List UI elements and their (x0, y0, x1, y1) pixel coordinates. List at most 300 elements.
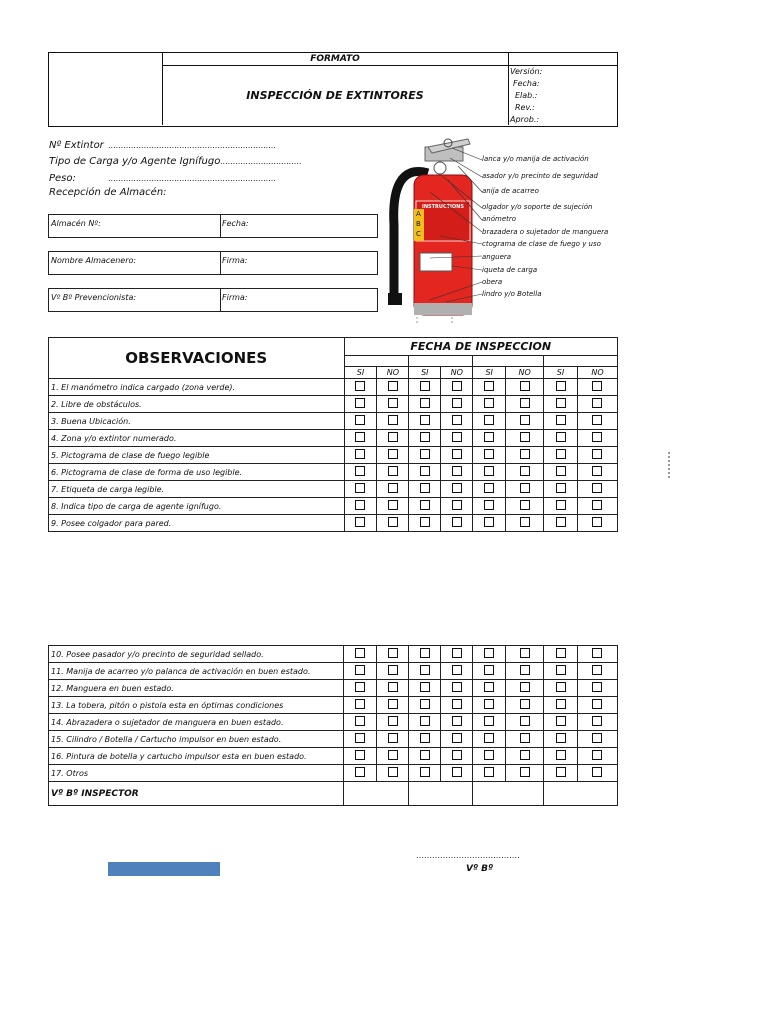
no-checkbox-cell (377, 379, 409, 396)
inspector-label: Vº Bº INSPECTOR (51, 788, 139, 799)
si-checkbox[interactable] (556, 483, 566, 493)
prevencionista-box[interactable] (48, 288, 378, 312)
no-checkbox-cell (577, 714, 617, 731)
extintor-label: Nº Extintor (49, 140, 104, 151)
table-row (49, 646, 618, 663)
no-checkbox-cell (441, 697, 473, 714)
no-checkbox[interactable] (592, 716, 602, 726)
observaciones-title: OBSERVACIONES (125, 349, 268, 367)
no-checkbox-cell (506, 396, 544, 413)
si-checkbox[interactable] (355, 381, 365, 391)
callout-colgador: olgador y/o soporte de sujeción (482, 203, 593, 211)
si-checkbox[interactable] (420, 415, 430, 425)
si-checkbox[interactable] (420, 517, 430, 527)
si-checkbox[interactable] (420, 398, 430, 408)
si-checkbox-cell (473, 680, 506, 697)
si-checkbox-cell (344, 481, 377, 498)
si-checkbox[interactable] (420, 432, 430, 442)
no-header: NO (441, 367, 473, 379)
si-checkbox-cell (409, 697, 441, 714)
no-checkbox[interactable] (452, 699, 462, 709)
si-checkbox-cell (344, 498, 377, 515)
no-checkbox[interactable] (452, 750, 462, 760)
table-row (49, 748, 618, 765)
si-checkbox[interactable] (420, 648, 430, 658)
si-checkbox[interactable] (556, 682, 566, 692)
no-checkbox[interactable] (520, 500, 530, 510)
si-checkbox-cell (544, 680, 578, 697)
items-body-a (49, 379, 618, 532)
no-checkbox[interactable] (592, 381, 602, 391)
no-checkbox-cell (506, 498, 544, 515)
si-checkbox[interactable] (355, 733, 365, 743)
si-checkbox[interactable] (355, 716, 365, 726)
no-checkbox[interactable] (592, 500, 602, 510)
header-logo-cell (49, 53, 163, 125)
si-checkbox[interactable] (484, 665, 494, 675)
no-checkbox[interactable] (388, 682, 398, 692)
no-checkbox-cell (577, 481, 617, 498)
si-checkbox-cell (409, 515, 441, 532)
items-body-b (49, 646, 618, 782)
no-checkbox-cell (441, 464, 473, 481)
si-checkbox[interactable] (484, 716, 494, 726)
instructions-text: INSTRUCTIONS (422, 204, 464, 210)
no-checkbox[interactable] (388, 500, 398, 510)
no-checkbox-cell (377, 748, 409, 765)
no-checkbox-cell (377, 447, 409, 464)
no-checkbox[interactable] (452, 767, 462, 777)
no-checkbox[interactable] (592, 665, 602, 675)
no-checkbox-cell (441, 430, 473, 447)
no-checkbox[interactable] (592, 699, 602, 709)
item-label: 8. Indica tipo de carga de agente ignífugo. (49, 498, 345, 515)
si-checkbox[interactable] (484, 733, 494, 743)
header-box (48, 52, 618, 127)
no-checkbox[interactable] (388, 398, 398, 408)
no-checkbox-cell (577, 697, 617, 714)
si-checkbox[interactable] (484, 466, 494, 476)
si-checkbox[interactable] (556, 699, 566, 709)
si-checkbox-cell (544, 447, 578, 464)
no-checkbox-cell (441, 379, 473, 396)
no-checkbox[interactable] (520, 466, 530, 476)
no-checkbox-cell (441, 748, 473, 765)
no-checkbox-cell (577, 748, 617, 765)
no-checkbox[interactable] (452, 415, 462, 425)
footer-vb: Vº Bº (466, 864, 494, 874)
no-checkbox[interactable] (520, 415, 530, 425)
si-checkbox[interactable] (420, 381, 430, 391)
si-checkbox[interactable] (355, 398, 365, 408)
inspector-sign-2[interactable] (409, 782, 473, 806)
no-checkbox-cell (441, 396, 473, 413)
no-checkbox[interactable] (592, 432, 602, 442)
no-checkbox-cell (377, 515, 409, 532)
si-checkbox[interactable] (420, 500, 430, 510)
no-checkbox-cell (577, 765, 617, 782)
table-row (49, 413, 618, 430)
no-checkbox[interactable] (592, 483, 602, 493)
no-header: NO (577, 367, 617, 379)
inspector-label-cell (49, 782, 344, 806)
no-checkbox[interactable] (452, 733, 462, 743)
si-checkbox-cell (473, 765, 506, 782)
no-checkbox[interactable] (520, 767, 530, 777)
si-checkbox-cell (473, 731, 506, 748)
si-checkbox[interactable] (484, 415, 494, 425)
si-checkbox-cell (544, 481, 578, 498)
no-checkbox-cell (377, 765, 409, 782)
si-header: SI (409, 367, 441, 379)
si-checkbox-cell (409, 646, 441, 663)
table-row (49, 680, 618, 697)
no-checkbox[interactable] (592, 449, 602, 459)
no-checkbox[interactable] (388, 381, 398, 391)
si-checkbox-cell (344, 396, 377, 413)
si-checkbox-cell (344, 663, 377, 680)
no-checkbox[interactable] (452, 648, 462, 658)
date-cell-3[interactable] (473, 356, 544, 367)
si-checkbox[interactable] (556, 648, 566, 658)
si-checkbox-cell (473, 481, 506, 498)
no-checkbox[interactable] (520, 517, 530, 527)
no-checkbox[interactable] (520, 699, 530, 709)
si-checkbox-cell (344, 748, 377, 765)
no-checkbox[interactable] (452, 682, 462, 692)
table-row (49, 481, 618, 498)
no-checkbox-cell (577, 515, 617, 532)
no-checkbox[interactable] (520, 381, 530, 391)
si-checkbox-cell (409, 680, 441, 697)
si-checkbox[interactable] (556, 398, 566, 408)
si-checkbox-cell (344, 765, 377, 782)
si-checkbox-cell (409, 498, 441, 515)
si-checkbox[interactable] (355, 665, 365, 675)
side-marks (668, 452, 672, 478)
no-checkbox[interactable] (388, 767, 398, 777)
item-label: 9. Posee colgador para pared. (49, 515, 345, 532)
no-checkbox-cell (441, 646, 473, 663)
si-checkbox[interactable] (420, 483, 430, 493)
no-checkbox[interactable] (388, 466, 398, 476)
si-checkbox-cell (544, 748, 578, 765)
si-checkbox[interactable] (556, 733, 566, 743)
si-checkbox-cell (344, 464, 377, 481)
no-checkbox[interactable] (592, 398, 602, 408)
peso-field[interactable]: .................................................................. (108, 174, 276, 183)
si-checkbox[interactable] (420, 682, 430, 692)
header-elab: Elab.: (515, 91, 538, 100)
si-checkbox[interactable] (355, 767, 365, 777)
si-checkbox[interactable] (556, 767, 566, 777)
item-label: 12. Manguera en buen estado. (49, 680, 344, 697)
si-checkbox-cell (473, 379, 506, 396)
si-checkbox[interactable] (556, 665, 566, 675)
si-checkbox-cell (409, 430, 441, 447)
no-checkbox-cell (506, 765, 544, 782)
no-checkbox[interactable] (388, 648, 398, 658)
si-checkbox-cell (544, 515, 578, 532)
si-checkbox[interactable] (484, 449, 494, 459)
si-checkbox[interactable] (484, 750, 494, 760)
no-checkbox-cell (506, 714, 544, 731)
si-checkbox[interactable] (556, 517, 566, 527)
no-checkbox[interactable] (388, 483, 398, 493)
si-checkbox-cell (544, 714, 578, 731)
no-checkbox[interactable] (452, 517, 462, 527)
footer-signature-line: ………………………..………. (416, 851, 520, 860)
table-row (49, 396, 618, 413)
no-checkbox[interactable] (388, 517, 398, 527)
no-checkbox[interactable] (452, 398, 462, 408)
no-checkbox[interactable] (452, 483, 462, 493)
si-checkbox[interactable] (355, 699, 365, 709)
no-checkbox[interactable] (520, 716, 530, 726)
si-checkbox-cell (473, 396, 506, 413)
no-checkbox[interactable] (388, 415, 398, 425)
no-checkbox-cell (506, 447, 544, 464)
item-label: 10. Posee pasador y/o precinto de seguridad sellado. (49, 646, 344, 663)
callout-manometro: anómetro (482, 215, 517, 223)
si-checkbox[interactable] (556, 381, 566, 391)
no-checkbox[interactable] (452, 665, 462, 675)
si-checkbox-cell (473, 515, 506, 532)
no-checkbox[interactable] (520, 682, 530, 692)
no-checkbox-cell (577, 379, 617, 396)
no-checkbox-cell (377, 498, 409, 515)
table-row (49, 714, 618, 731)
si-header: SI (544, 367, 578, 379)
si-checkbox[interactable] (355, 432, 365, 442)
si-checkbox[interactable] (420, 449, 430, 459)
header-fecha: Fecha: (513, 79, 540, 88)
si-checkbox-cell (344, 379, 377, 396)
no-checkbox[interactable] (592, 682, 602, 692)
table-row (49, 765, 618, 782)
si-checkbox-cell (344, 680, 377, 697)
si-checkbox[interactable] (355, 466, 365, 476)
date-cell-2[interactable] (409, 356, 473, 367)
si-checkbox[interactable] (484, 483, 494, 493)
si-checkbox[interactable] (484, 767, 494, 777)
si-checkbox-cell (473, 498, 506, 515)
si-checkbox-cell (344, 515, 377, 532)
si-checkbox[interactable] (355, 682, 365, 692)
si-checkbox[interactable] (484, 432, 494, 442)
fecha-inspeccion-header (344, 338, 618, 356)
no-checkbox[interactable] (520, 665, 530, 675)
table-row (49, 731, 618, 748)
no-checkbox-cell (506, 481, 544, 498)
no-checkbox-cell (577, 396, 617, 413)
si-checkbox-cell (544, 498, 578, 515)
si-checkbox[interactable] (556, 750, 566, 760)
no-checkbox[interactable] (452, 449, 462, 459)
si-checkbox-cell (409, 447, 441, 464)
no-checkbox[interactable] (520, 449, 530, 459)
si-checkbox[interactable] (420, 750, 430, 760)
callout-manija: anija de acarreo (482, 187, 539, 195)
inspector-sign-4[interactable] (544, 782, 618, 806)
no-checkbox-cell (377, 646, 409, 663)
si-checkbox[interactable] (355, 483, 365, 493)
si-checkbox[interactable] (484, 699, 494, 709)
almacen-fecha-label: Fecha: (222, 219, 249, 228)
item-label: 11. Manija de acarreo y/o palanca de activación en buen estado. (49, 663, 344, 680)
item-label: 1. El manómetro indica cargado (zona verde). (49, 379, 345, 396)
si-checkbox-cell (344, 731, 377, 748)
si-checkbox[interactable] (420, 767, 430, 777)
date-cell-4[interactable] (544, 356, 618, 367)
no-checkbox[interactable] (388, 665, 398, 675)
item-label: 13. La tobera, pitón o pistola esta en óptimas condiciones (49, 697, 344, 714)
recepcion-label: Recepción de Almacén: (49, 187, 167, 198)
no-checkbox[interactable] (388, 699, 398, 709)
si-checkbox[interactable] (556, 466, 566, 476)
no-checkbox[interactable] (388, 449, 398, 459)
inspection-table-b (48, 645, 618, 806)
si-checkbox-cell (409, 731, 441, 748)
si-checkbox-cell (544, 697, 578, 714)
item-label: 7. Etiqueta de carga legible. (49, 481, 345, 498)
no-checkbox-cell (506, 430, 544, 447)
item-label: 5. Pictograma de clase de fuego legible (49, 447, 345, 464)
si-checkbox[interactable] (420, 466, 430, 476)
no-checkbox[interactable] (388, 733, 398, 743)
no-checkbox[interactable] (520, 483, 530, 493)
table-row (49, 464, 618, 481)
no-checkbox[interactable] (452, 716, 462, 726)
no-checkbox-cell (377, 481, 409, 498)
si-checkbox-cell (409, 396, 441, 413)
no-checkbox-cell (506, 748, 544, 765)
no-checkbox-cell (577, 464, 617, 481)
si-checkbox[interactable] (484, 648, 494, 658)
si-checkbox-cell (344, 413, 377, 430)
si-checkbox-cell (544, 464, 578, 481)
si-checkbox[interactable] (556, 449, 566, 459)
si-checkbox[interactable] (484, 381, 494, 391)
table-row (49, 515, 618, 532)
si-checkbox[interactable] (355, 750, 365, 760)
si-checkbox[interactable] (484, 517, 494, 527)
no-checkbox[interactable] (388, 750, 398, 760)
no-header: NO (506, 367, 544, 379)
inspector-sign-3[interactable] (473, 782, 544, 806)
no-checkbox[interactable] (452, 500, 462, 510)
no-checkbox[interactable] (592, 466, 602, 476)
item-label: 6. Pictograma de clase de forma de uso legible. (49, 464, 345, 481)
si-checkbox-cell (409, 765, 441, 782)
no-header: NO (377, 367, 409, 379)
no-checkbox[interactable] (520, 398, 530, 408)
si-checkbox[interactable] (355, 648, 365, 658)
no-checkbox[interactable] (592, 733, 602, 743)
si-checkbox-cell (344, 430, 377, 447)
si-checkbox-cell (473, 646, 506, 663)
inspector-sign-1[interactable] (344, 782, 409, 806)
no-checkbox-cell (577, 731, 617, 748)
si-checkbox[interactable] (420, 665, 430, 675)
no-checkbox-cell (377, 714, 409, 731)
si-checkbox-cell (409, 464, 441, 481)
no-checkbox[interactable] (452, 432, 462, 442)
si-checkbox-cell (344, 447, 377, 464)
date-cell-1[interactable] (344, 356, 409, 367)
si-checkbox-cell (409, 748, 441, 765)
si-header: SI (344, 367, 377, 379)
almacenero-box[interactable] (48, 251, 378, 275)
no-checkbox[interactable] (388, 432, 398, 442)
no-checkbox[interactable] (520, 432, 530, 442)
callout-manguera: anguera (482, 253, 512, 261)
item-label: 16. Pintura de botella y cartucho impulsor esta en buen estado. (49, 748, 344, 765)
table-row (49, 697, 618, 714)
no-checkbox[interactable] (592, 648, 602, 658)
si-checkbox-cell (344, 697, 377, 714)
si-checkbox[interactable] (484, 682, 494, 692)
si-checkbox-cell (409, 413, 441, 430)
fecha-inspeccion-title: FECHA DE INSPECCION (410, 340, 552, 353)
si-checkbox[interactable] (355, 449, 365, 459)
prevencionista-label: Vº Bº Prevencionista: (51, 293, 137, 302)
si-checkbox[interactable] (556, 415, 566, 425)
si-checkbox[interactable] (556, 716, 566, 726)
blue-bar (108, 862, 220, 876)
no-checkbox-cell (441, 447, 473, 464)
item-label: 2. Libre de obstáculos. (49, 396, 345, 413)
no-checkbox[interactable] (520, 648, 530, 658)
si-checkbox[interactable] (355, 500, 365, 510)
no-checkbox[interactable] (452, 466, 462, 476)
si-checkbox[interactable] (420, 699, 430, 709)
no-checkbox[interactable] (520, 733, 530, 743)
no-checkbox[interactable] (388, 716, 398, 726)
almacen-box[interactable] (48, 214, 378, 238)
no-checkbox[interactable] (592, 415, 602, 425)
si-checkbox[interactable] (420, 733, 430, 743)
si-checkbox[interactable] (556, 432, 566, 442)
no-checkbox-cell (377, 464, 409, 481)
no-checkbox-cell (506, 646, 544, 663)
si-checkbox-cell (473, 464, 506, 481)
si-checkbox[interactable] (484, 398, 494, 408)
no-checkbox[interactable] (592, 767, 602, 777)
si-checkbox-cell (544, 646, 578, 663)
no-checkbox[interactable] (592, 517, 602, 527)
no-checkbox[interactable] (592, 750, 602, 760)
callout-lines (430, 140, 490, 310)
extintor-field[interactable]: .................................................................. (108, 141, 276, 150)
no-checkbox-cell (577, 413, 617, 430)
no-checkbox[interactable] (520, 750, 530, 760)
no-checkbox-cell (577, 646, 617, 663)
tipo-field[interactable]: ................................ (220, 157, 302, 166)
no-checkbox-cell (377, 663, 409, 680)
no-checkbox-cell (441, 498, 473, 515)
si-checkbox[interactable] (484, 500, 494, 510)
no-checkbox[interactable] (452, 381, 462, 391)
si-checkbox[interactable] (355, 415, 365, 425)
si-checkbox[interactable] (556, 500, 566, 510)
si-checkbox[interactable] (355, 517, 365, 527)
si-checkbox[interactable] (420, 716, 430, 726)
si-checkbox-cell (409, 481, 441, 498)
header-version: Versión: (510, 67, 543, 76)
no-checkbox-cell (506, 697, 544, 714)
no-checkbox-cell (441, 714, 473, 731)
